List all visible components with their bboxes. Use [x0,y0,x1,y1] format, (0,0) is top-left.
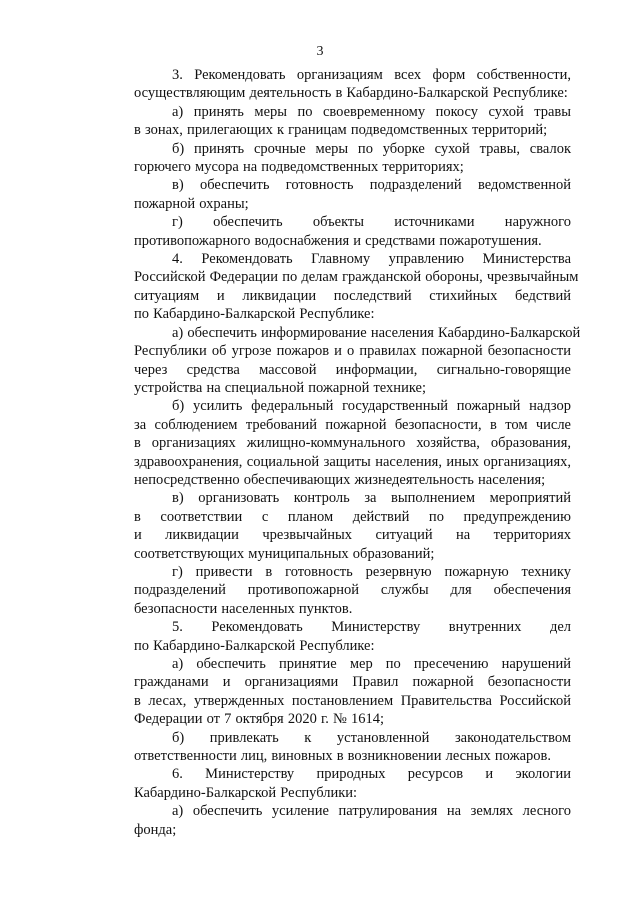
paragraph-p4a [96,324,581,398]
text-line: в лесах, утвержденных постановлением Правительства Российской [134,692,571,709]
text-line: а) обеспечить усиление патрулирования на землях лесного [172,803,571,820]
text-line: гражданами и организациями Правил пожарной безопасности [134,674,571,691]
text-line: по Кабардино-Балкарской Республике: [134,637,375,654]
text-line: соответствующих муниципальных образований; [134,545,435,562]
text-line: в) обеспечить готовность подразделений ведомственной [172,177,571,194]
text-line: в соответствии с планом действий по предупреждению [134,508,571,525]
text-line: по Кабардино-Балкарской Республике: [134,306,375,323]
text-line: б) принять срочные меры по уборке сухой травы, свалок [172,140,571,157]
document-body [96,66,581,839]
paragraph-p4b [96,397,571,489]
paragraph-p4 [96,250,579,324]
text-line: 5. Рекомендовать Министерству внутренних дел [172,619,571,636]
text-line: 3. Рекомендовать организациям всех форм собственности, [172,67,571,83]
text-line: и ликвидации чрезвычайных ситуаций на территориях [134,527,571,544]
text-line: подразделений противопожарной службы для обеспечения [134,582,571,599]
text-line: противопожарного водоснабжения и средствами пожаротушения. [134,232,542,249]
text-line: здравоохранения, социальной защиты населения, иных организациях, [134,453,571,470]
text-line: пожарной охраны; [134,195,249,212]
text-line: б) привлекать к установленной законодательством [172,729,571,746]
paragraph-p4g [96,563,571,618]
paragraph-p4v [96,489,571,563]
text-line: 4. Рекомендовать Главному управлению Министерства [172,251,571,268]
text-line: а) принять меры по своевременному покосу сухой травы [172,103,571,120]
paragraph-p3g [96,213,571,250]
paragraph-p3 [96,66,571,103]
paragraph-p6a [96,802,571,839]
text-line: в зонах, прилегающих к границам подведомственных территорий; [134,122,548,139]
text-line: Республики об угрозе пожаров и о правилах пожарной безопасности [134,343,571,360]
paragraph-p5b [96,729,571,766]
paragraph-p6 [96,765,571,802]
text-line: в организациях жилищно-коммунального хозяйства, образования, [134,435,571,452]
text-line: б) усилить федеральный государственный пожарный надзор [172,398,571,415]
text-line: ответственности лиц, виновных в возникновении лесных пожаров. [134,748,552,765]
text-line: фонда; [134,821,177,838]
paragraph-p3a [96,103,571,140]
text-line: непосредственно обеспечивающих жизнедеятельность населения; [134,471,546,488]
text-line: в) организовать контроль за выполнением мероприятий [172,490,571,507]
text-line: осуществляющим деятельность в Кабардино-Балкарской Республике: [134,85,568,102]
text-line: Федерации от 7 октября 2020 г. № 1614; [134,711,385,728]
text-line: 6. Министерству природных ресурсов и экологии [172,766,571,783]
text-line: г) привести в готовность резервную пожарную технику [172,563,571,580]
text-line: через средства массовой информации, сигнально-говорящие [134,361,571,378]
paragraph-p3b [96,140,571,177]
paragraph-p5 [96,618,571,655]
text-line: безопасности населенных пунктов. [134,600,353,617]
text-line: горючего мусора на подведомственных территориях; [134,159,464,176]
text-line: ситуациям и ликвидации последствий стихийных бедствий [134,287,571,304]
text-line: Российской Федерации по делам гражданской обороны, чрезвычайным [134,269,579,286]
text-line: а) обеспечить принятие мер по пресечению нарушений [172,656,571,672]
text-line: Кабардино-Балкарской Республики: [134,784,358,801]
paragraph-p3v [96,176,571,213]
paragraph-p5a [96,655,571,729]
page-number: 3 [316,44,324,59]
text-line: г) обеспечить объекты источниками наружного [172,214,571,231]
text-line: а) обеспечить информирование населения Кабардино-Балкарской [172,324,581,341]
text-line: устройства на специальной пожарной технике; [134,379,426,396]
text-line: за соблюдением требований пожарной безопасности, в том числе [134,416,571,433]
